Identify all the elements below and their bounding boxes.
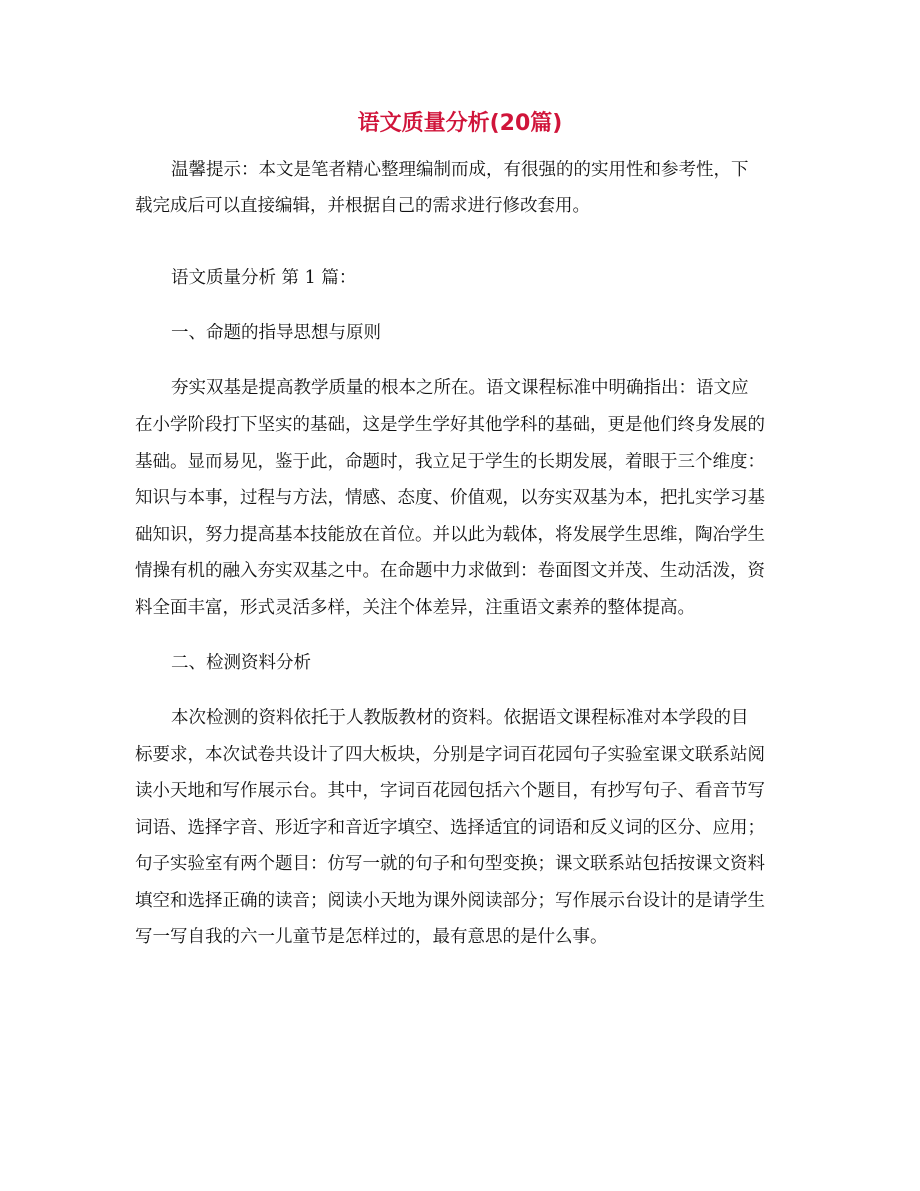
heading-2: 二、检测资料分析 <box>171 653 311 673</box>
heading-1: 一、命题的指导思想与原则 <box>171 323 381 343</box>
tip-line-1: 温馨提示：本文是笔者精心整理编制而成，有很强的的实用性和参考性，下 <box>171 160 749 180</box>
para-1-line: 基础。显而易见，鉴于此，命题时，我立足于学生的长期发展，着眼于三个维度： <box>135 452 765 472</box>
tip-line-2: 载完成后可以直接编辑，并根据自己的需求进行修改套用。 <box>135 196 590 216</box>
para-2-line: 本次检测的资料依托于人教版教材的资料。依据语文课程标准对本学段的目 <box>171 708 749 728</box>
document-title: 语文质量分析(20篇) <box>357 111 563 136</box>
para-2-line: 句子实验室有两个题目：仿写一就的句子和句型变换；课文联系站包括按课文资料 <box>135 854 765 874</box>
para-2-line: 填空和选择正确的读音；阅读小天地为课外阅读部分；写作展示台设计的是请学生 <box>135 891 765 911</box>
para-1-line: 情操有机的融入夯实双基之中。在命题中力求做到：卷面图文并茂、生动活泼，资 <box>135 561 765 581</box>
para-1-line: 料全面丰富，形式灵活多样，关注个体差异，注重语文素养的整体提高。 <box>135 598 695 618</box>
para-1-line: 知识与本事，过程与方法，情感、态度、价值观，以夯实双基为本，把扎实学习基 <box>135 488 765 508</box>
para-2-line: 读小天地和写作展示台。其中，字词百花园包括六个题目，有抄写句子、看音节写 <box>135 781 765 801</box>
para-2-line: 词语、选择字音、形近字和音近字填空、选择适宜的词语和反义词的区分、应用； <box>135 818 765 838</box>
section-label: 语文质量分析 第 1 篇： <box>171 268 357 288</box>
para-2-line: 标要求，本次试卷共设计了四大板块，分别是字词百花园句子实验室课文联系站阅 <box>135 745 765 765</box>
para-2-line: 写一写自我的六一儿童节是怎样过的，最有意思的是什么事。 <box>135 927 608 947</box>
para-1-line: 夯实双基是提高教学质量的根本之所在。语文课程标准中明确指出：语文应 <box>171 378 749 398</box>
para-1-line: 在小学阶段打下坚实的基础，这是学生学好其他学科的基础，更是他们终身发展的 <box>135 415 765 435</box>
para-1-line: 础知识，努力提高基本技能放在首位。并以此为载体，将发展学生思维，陶冶学生 <box>135 525 765 545</box>
